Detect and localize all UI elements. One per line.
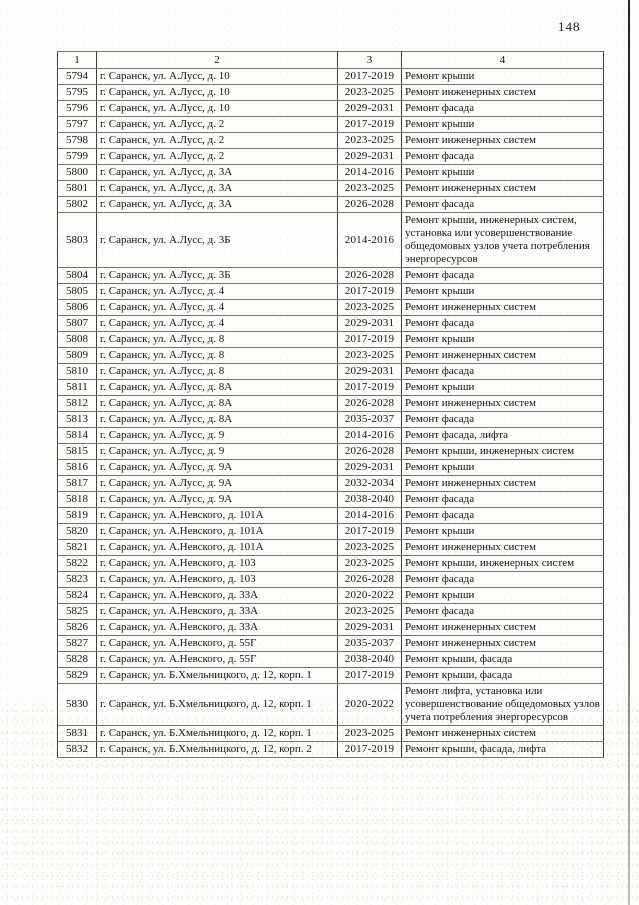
table-row xyxy=(58,508,604,524)
row-number-cell: 5794 xyxy=(58,69,97,85)
address-cell: г. Саранск, ул. А.Невского, д. 103 xyxy=(97,572,338,588)
period-cell: 2035-2037 xyxy=(338,412,402,428)
period-cell: 2023-2025 xyxy=(338,181,402,197)
address-cell: г. Саранск, ул. А.Лусс, д. 4 xyxy=(97,284,338,300)
row-number-cell: 5824 xyxy=(58,588,97,604)
table-row xyxy=(58,572,604,588)
table-header-row xyxy=(58,52,604,69)
period-cell: 2023-2025 xyxy=(338,604,402,620)
period-cell: 2038-2040 xyxy=(338,492,402,508)
table-row xyxy=(58,348,604,364)
period-cell: 2017-2019 xyxy=(338,524,402,540)
address-cell: г. Саранск, ул. А.Лусс, д. 10 xyxy=(97,69,338,85)
row-number-cell: 5803 xyxy=(58,213,97,268)
period-cell: 2020-2022 xyxy=(338,588,402,604)
period-cell: 2026-2028 xyxy=(338,197,402,213)
work-type-cell: Ремонт инженерных систем xyxy=(402,85,604,101)
table-row xyxy=(58,101,604,117)
work-type-cell: Ремонт крыши xyxy=(402,284,604,300)
address-cell: г. Саранск, ул. А.Невского, д. 55Г xyxy=(97,652,338,668)
table-row xyxy=(58,213,604,268)
work-type-cell: Ремонт крыши, инженерных систем xyxy=(402,556,604,572)
row-number-cell: 5806 xyxy=(58,300,97,316)
work-type-cell: Ремонт лифта, установка или усовершенствование общедомовых узлов учета потребления энергоресурсов xyxy=(402,684,604,726)
address-cell: г. Саранск, ул. А.Лусс, д. 8 xyxy=(97,364,338,380)
row-number-cell: 5823 xyxy=(58,572,97,588)
period-cell: 2023-2025 xyxy=(338,540,402,556)
row-number-cell: 5827 xyxy=(58,636,97,652)
table-row xyxy=(58,726,604,742)
address-cell: г. Саранск, ул. А.Лусс, д. 8 xyxy=(97,348,338,364)
address-cell: г. Саранск, ул. А.Лусс, д. 2 xyxy=(97,149,338,165)
period-cell: 2014-2016 xyxy=(338,508,402,524)
row-number-cell: 5812 xyxy=(58,396,97,412)
row-number-cell: 5832 xyxy=(58,742,97,758)
row-number-cell: 5813 xyxy=(58,412,97,428)
scan-artifact-line xyxy=(628,0,630,905)
address-cell: г. Саранск, ул. А.Лусс, д. 8 xyxy=(97,332,338,348)
table-row xyxy=(58,85,604,101)
work-type-cell: Ремонт крыши xyxy=(402,117,604,133)
table-row xyxy=(58,620,604,636)
table-row xyxy=(58,492,604,508)
row-number-cell: 5825 xyxy=(58,604,97,620)
work-type-cell: Ремонт фасада xyxy=(402,412,604,428)
table-row xyxy=(58,117,604,133)
row-number-cell: 5797 xyxy=(58,117,97,133)
column-header-3: 3 xyxy=(338,52,402,69)
row-number-cell: 5816 xyxy=(58,460,97,476)
table-row xyxy=(58,684,604,726)
period-cell: 2023-2025 xyxy=(338,85,402,101)
address-cell: г. Саранск, ул. А.Лусс, д. 3А xyxy=(97,181,338,197)
period-cell: 2035-2037 xyxy=(338,636,402,652)
work-type-cell: Ремонт инженерных систем xyxy=(402,636,604,652)
row-number-cell: 5799 xyxy=(58,149,97,165)
period-cell: 2029-2031 xyxy=(338,460,402,476)
period-cell: 2029-2031 xyxy=(338,316,402,332)
table-row xyxy=(58,524,604,540)
work-type-cell: Ремонт фасада xyxy=(402,492,604,508)
address-cell: г. Саранск, ул. А.Лусс, д. 10 xyxy=(97,101,338,117)
table-row xyxy=(58,556,604,572)
period-cell: 2023-2025 xyxy=(338,133,402,149)
row-number-cell: 5801 xyxy=(58,181,97,197)
table-row xyxy=(58,668,604,684)
page-number: 148 xyxy=(558,19,581,34)
work-type-cell: Ремонт фасада xyxy=(402,508,604,524)
table-row xyxy=(58,364,604,380)
table-row xyxy=(58,444,604,460)
work-type-cell: Ремонт крыши xyxy=(402,588,604,604)
table-row xyxy=(58,396,604,412)
address-cell: г. Саранск, ул. А.Невского, д. 33А xyxy=(97,620,338,636)
period-cell: 2026-2028 xyxy=(338,268,402,284)
period-cell: 2014-2016 xyxy=(338,165,402,181)
address-cell: г. Саранск, ул. А.Лусс, д. 3А xyxy=(97,197,338,213)
table-row xyxy=(58,69,604,85)
address-cell: г. Саранск, ул. А.Лусс, д. 2 xyxy=(97,133,338,149)
address-cell: г. Саранск, ул. А.Лусс, д. 9А xyxy=(97,476,338,492)
table-row xyxy=(58,300,604,316)
row-number-cell: 5810 xyxy=(58,364,97,380)
table-row xyxy=(58,604,604,620)
address-cell: г. Саранск, ул. Б.Хмельницкого, д. 12, корп. 1 xyxy=(97,668,338,684)
table-row xyxy=(58,428,604,444)
work-type-cell: Ремонт крыши, фасада, лифта xyxy=(402,742,604,758)
row-number-cell: 5821 xyxy=(58,540,97,556)
work-type-cell: Ремонт фасада xyxy=(402,604,604,620)
row-number-cell: 5828 xyxy=(58,652,97,668)
work-type-cell: Ремонт крыши, фасада xyxy=(402,652,604,668)
row-number-cell: 5820 xyxy=(58,524,97,540)
address-cell: г. Саранск, ул. А.Лусс, д. 4 xyxy=(97,316,338,332)
period-cell: 2026-2028 xyxy=(338,396,402,412)
address-cell: г. Саранск, ул. А.Лусс, д. 9А xyxy=(97,492,338,508)
address-cell: г. Саранск, ул. А.Лусс, д. 3Б xyxy=(97,268,338,284)
address-cell: г. Саранск, ул. А.Лусс, д. 9 xyxy=(97,428,338,444)
table-row xyxy=(58,197,604,213)
address-cell: г. Саранск, ул. А.Невского, д. 55Г xyxy=(97,636,338,652)
work-type-cell: Ремонт крыши xyxy=(402,69,604,85)
column-header-2: 2 xyxy=(97,52,338,69)
work-type-cell: Ремонт крыши xyxy=(402,524,604,540)
work-type-cell: Ремонт фасада xyxy=(402,572,604,588)
table-row xyxy=(58,460,604,476)
work-type-cell: Ремонт фасада xyxy=(402,316,604,332)
period-cell: 2026-2028 xyxy=(338,572,402,588)
work-type-cell: Ремонт фасада xyxy=(402,101,604,117)
work-type-cell: Ремонт крыши, фасада xyxy=(402,668,604,684)
table-row xyxy=(58,165,604,181)
period-cell: 2017-2019 xyxy=(338,668,402,684)
row-number-cell: 5826 xyxy=(58,620,97,636)
work-type-cell: Ремонт фасада xyxy=(402,149,604,165)
work-type-cell: Ремонт крыши xyxy=(402,165,604,181)
table-row xyxy=(58,476,604,492)
table-row xyxy=(58,268,604,284)
row-number-cell: 5796 xyxy=(58,101,97,117)
address-cell: г. Саранск, ул. А.Лусс, д. 2 xyxy=(97,117,338,133)
table-row xyxy=(58,284,604,300)
work-type-cell: Ремонт фасада xyxy=(402,197,604,213)
row-number-cell: 5800 xyxy=(58,165,97,181)
work-type-cell: Ремонт инженерных систем xyxy=(402,540,604,556)
table-row xyxy=(58,332,604,348)
column-header-1: 1 xyxy=(58,52,97,69)
table-row xyxy=(58,540,604,556)
address-cell: г. Саранск, ул. А.Лусс, д. 10 xyxy=(97,85,338,101)
row-number-cell: 5807 xyxy=(58,316,97,332)
address-cell: г. Саранск, ул. А.Лусс, д. 4 xyxy=(97,300,338,316)
row-number-cell: 5814 xyxy=(58,428,97,444)
table-row xyxy=(58,149,604,165)
period-cell: 2023-2025 xyxy=(338,556,402,572)
address-cell: г. Саранск, ул. А.Невского, д. 101А xyxy=(97,508,338,524)
row-number-cell: 5819 xyxy=(58,508,97,524)
table-row xyxy=(58,588,604,604)
address-cell: г. Саранск, ул. Б.Хмельницкого, д. 12, корп. 1 xyxy=(97,684,338,726)
address-cell: г. Саранск, ул. А.Лусс, д. 9 xyxy=(97,444,338,460)
address-cell: г. Саранск, ул. А.Невского, д. 33А xyxy=(97,588,338,604)
table-row xyxy=(58,742,604,758)
period-cell: 2017-2019 xyxy=(338,332,402,348)
row-number-cell: 5795 xyxy=(58,85,97,101)
row-number-cell: 5830 xyxy=(58,684,97,726)
address-cell: г. Саранск, ул. А.Лусс, д. 3А xyxy=(97,165,338,181)
row-number-cell: 5831 xyxy=(58,726,97,742)
table-row xyxy=(58,412,604,428)
work-type-cell: Ремонт инженерных систем xyxy=(402,133,604,149)
table-body xyxy=(58,69,604,758)
work-type-cell: Ремонт инженерных систем xyxy=(402,300,604,316)
work-type-cell: Ремонт крыши, инженерных систем xyxy=(402,444,604,460)
row-number-cell: 5829 xyxy=(58,668,97,684)
work-type-cell: Ремонт инженерных систем xyxy=(402,620,604,636)
row-number-cell: 5818 xyxy=(58,492,97,508)
address-cell: г. Саранск, ул. А.Невского, д. 101А xyxy=(97,540,338,556)
work-type-cell: Ремонт фасада, лифта xyxy=(402,428,604,444)
work-type-cell: Ремонт фасада xyxy=(402,364,604,380)
work-type-cell: Ремонт фасада xyxy=(402,268,604,284)
address-cell: г. Саранск, ул. А.Лусс, д. 8А xyxy=(97,412,338,428)
work-type-cell: Ремонт инженерных систем xyxy=(402,726,604,742)
work-type-cell: Ремонт инженерных систем xyxy=(402,181,604,197)
row-number-cell: 5805 xyxy=(58,284,97,300)
repair-schedule-table xyxy=(57,51,604,758)
period-cell: 2023-2025 xyxy=(338,726,402,742)
row-number-cell: 5804 xyxy=(58,268,97,284)
address-cell: г. Саранск, ул. А.Невского, д. 103 xyxy=(97,556,338,572)
period-cell: 2038-2040 xyxy=(338,652,402,668)
period-cell: 2017-2019 xyxy=(338,69,402,85)
period-cell: 2014-2016 xyxy=(338,213,402,268)
period-cell: 2017-2019 xyxy=(338,117,402,133)
period-cell: 2017-2019 xyxy=(338,742,402,758)
table-row xyxy=(58,316,604,332)
period-cell: 2029-2031 xyxy=(338,149,402,165)
row-number-cell: 5809 xyxy=(58,348,97,364)
row-number-cell: 5822 xyxy=(58,556,97,572)
period-cell: 2017-2019 xyxy=(338,380,402,396)
period-cell: 2020-2022 xyxy=(338,684,402,726)
period-cell: 2029-2031 xyxy=(338,364,402,380)
row-number-cell: 5808 xyxy=(58,332,97,348)
period-cell: 2032-2034 xyxy=(338,476,402,492)
period-cell: 2023-2025 xyxy=(338,348,402,364)
work-type-cell: Ремонт крыши xyxy=(402,460,604,476)
period-cell: 2014-2016 xyxy=(338,428,402,444)
work-type-cell: Ремонт инженерных систем xyxy=(402,396,604,412)
table-row xyxy=(58,133,604,149)
table-row xyxy=(58,652,604,668)
work-type-cell: Ремонт инженерных систем xyxy=(402,476,604,492)
address-cell: г. Саранск, ул. А.Лусс, д. 9А xyxy=(97,460,338,476)
address-cell: г. Саранск, ул. А.Невского, д. 33А xyxy=(97,604,338,620)
address-cell: г. Саранск, ул. А.Лусс, д. 3Б xyxy=(97,213,338,268)
row-number-cell: 5802 xyxy=(58,197,97,213)
period-cell: 2023-2025 xyxy=(338,300,402,316)
work-type-cell: Ремонт крыши, инженерных систем, установка или усовершенствование общедомовых узлов учета потребления энергоресурсов xyxy=(402,213,604,268)
row-number-cell: 5798 xyxy=(58,133,97,149)
table-row xyxy=(58,636,604,652)
table-row xyxy=(58,380,604,396)
address-cell: г. Саранск, ул. А.Лусс, д. 8А xyxy=(97,396,338,412)
address-cell: г. Саранск, ул. А.Лусс, д. 8А xyxy=(97,380,338,396)
period-cell: 2029-2031 xyxy=(338,101,402,117)
column-header-4: 4 xyxy=(402,52,604,69)
work-type-cell: Ремонт крыши xyxy=(402,332,604,348)
table-row xyxy=(58,181,604,197)
period-cell: 2026-2028 xyxy=(338,444,402,460)
row-number-cell: 5811 xyxy=(58,380,97,396)
period-cell: 2017-2019 xyxy=(338,284,402,300)
row-number-cell: 5817 xyxy=(58,476,97,492)
address-cell: г. Саранск, ул. Б.Хмельницкого, д. 12, корп. 2 xyxy=(97,742,338,758)
work-type-cell: Ремонт крыши xyxy=(402,380,604,396)
row-number-cell: 5815 xyxy=(58,444,97,460)
work-type-cell: Ремонт инженерных систем xyxy=(402,348,604,364)
address-cell: г. Саранск, ул. Б.Хмельницкого, д. 12, корп. 1 xyxy=(97,726,338,742)
period-cell: 2029-2031 xyxy=(338,620,402,636)
address-cell: г. Саранск, ул. А.Невского, д. 101А xyxy=(97,524,338,540)
